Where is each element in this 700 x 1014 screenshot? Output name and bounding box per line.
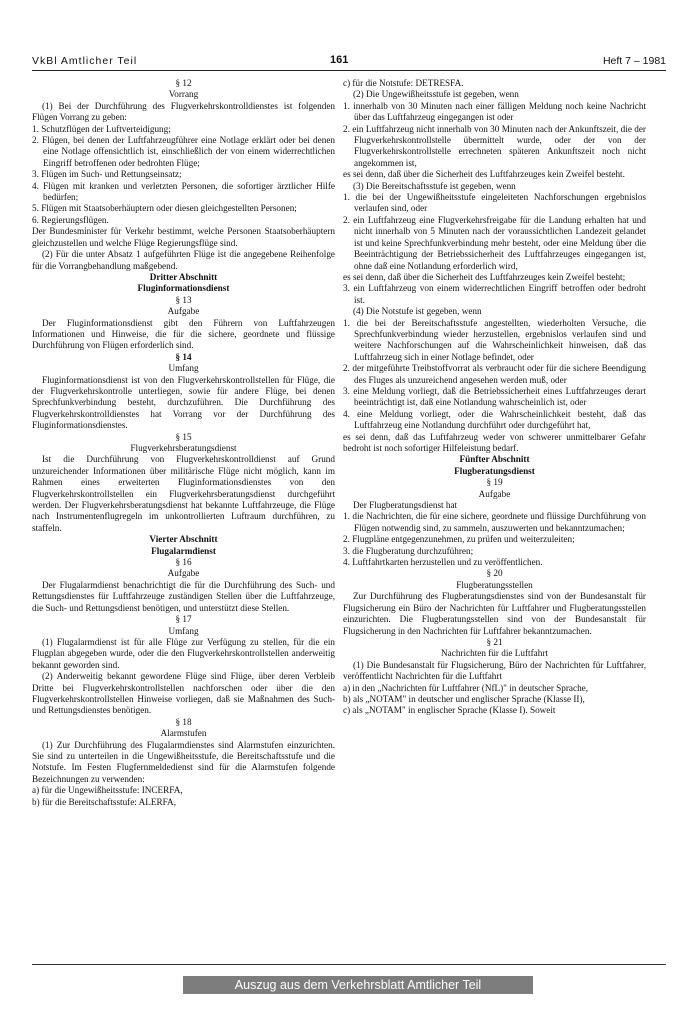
paragraph: (4) Die Notstufe ist gegeben, wenn bbox=[353, 306, 482, 317]
section-heading: Flugalarmdienst bbox=[151, 545, 216, 556]
paragraph: Der Bundesminister für Verkehr bestimmt, welche Personen Staatsoberhäuptern gleichzustellen und welche Flüge Regierungsflüge sind. bbox=[32, 226, 335, 248]
paragraph: 1. innerhalb von 30 Minuten nach einer fälligen Meldung noch keine Nachricht über das Luftfahrzeug eingegangen ist oder bbox=[343, 100, 646, 123]
paragraph: Der Fluginformationsdienst gibt den Führern von Luftfahrzeugen Informationen und Hinweise, die für die sichere, geordnete und flüssige Durchführung von Flügen erforderlich sind. bbox=[32, 317, 335, 351]
journal-title: VkBl Amtlicher Teil bbox=[32, 55, 138, 67]
footer-rule bbox=[32, 964, 666, 965]
paragraph: 2. Flugpläne entgegenzunehmen, zu prüfen und weiterzuleiten; bbox=[343, 534, 575, 545]
paragraph: 1. die bei der Ungewißheitsstufe eingeleiteten Nachforschungen ergebnislos verlaufen sind, oder bbox=[343, 192, 646, 214]
paragraph: 1. Schutzflügen der Luftverteidigung; bbox=[32, 123, 171, 134]
paragraph: 6. Regierungsflügen. bbox=[32, 214, 109, 225]
section-heading: Vorrang bbox=[168, 89, 199, 100]
section-heading: § 15 bbox=[175, 431, 192, 442]
paragraph: 3. ein Luftfahrzeug von einem widerrechtlichen Eingriff betroffen oder bedroht ist. bbox=[343, 283, 646, 305]
page-header bbox=[32, 51, 666, 71]
paragraph: 4. eine Meldung vorliegt, oder die Wahrscheinlichkeit besteht, daß das Luftfahrzeug eine Notlandung durchführt oder durchgeführt hat, bbox=[343, 408, 646, 431]
paragraph: 4. Luftfahrtkarten herzustellen und zu veröffentlichen. bbox=[343, 557, 543, 568]
header-rule bbox=[32, 70, 666, 71]
section-heading: Flugberatungsdienst bbox=[454, 465, 535, 476]
section-heading: § 13 bbox=[175, 294, 192, 305]
paragraph: (2) Anderweitig bekannt gewordene Flüge sind Flüge, über deren Verbleib Dritte bei Flugverkehrskontrollstellen nachforschen oder über die den Flugverkehrskontrollstellen Hinweise vorliegen, daß sie Maßnahmen des Such- und Rettungsdienstes benötigen. bbox=[32, 671, 335, 716]
paragraph: Zur Durchführung des Flugberatungsdienstes sind von der Bundesanstalt für Flugsicherung ein Büro der Nachrichten für Luftfahrer und Flugberatungsstellen einzurichten. Die Flugberatungsstellen sind von der Bundesanstalt für Flugsicherung in den Nachrichten für Luftfahrer bekanntzumachen. bbox=[343, 591, 646, 636]
issue-label: Heft 7 – 1981 bbox=[602, 55, 666, 67]
paragraph: (2) Für die unter Absatz 1 aufgeführten Flüge ist die angegebene Reihenfolge für die Vorrangbehandlung maßgebend. bbox=[32, 249, 335, 271]
paragraph: 1. die bei der Bereitschaftsstufe angestellten, wiederholten Versuche, die Sprechfunkverbindung wieder herzustellen, ergebnislos verlaufen sind und weitere Nachforschungen auf die Wahrscheinlichkeit hinweisen, daß das Luftfahrzeug sich in einer Notlage befindet, oder bbox=[343, 317, 646, 362]
section-heading: Umfang bbox=[168, 363, 199, 374]
paragraph: 1. die Nachrichten, die für eine sichere, geordnete und flüssige Durchführung von Flügen notwendig sind, zu sammeln, auszuwerten und bekanntzumachen; bbox=[343, 511, 646, 533]
section-heading: § 17 bbox=[175, 614, 192, 625]
paragraph: c) als „NOTAM" in englischer Sprache (Klasse I). Soweit bbox=[343, 705, 556, 716]
paragraph: 5. Flügen mit Staatsoberhäuptern oder diesen gleichgestellten Personen; bbox=[32, 203, 297, 214]
paragraph: 3. eine Meldung vorliegt, daß die Betriebssicherheit eines Luftfahrzeuges derart beeinträchtigt ist, daß eine Notlandung wahrscheinlich ist, oder bbox=[343, 385, 646, 408]
paragraph: 3. Flügen im Such- und Rettungseinsatz; bbox=[32, 169, 182, 180]
page-number: 161 bbox=[330, 54, 349, 66]
footer-banner: Auszug aus dem Verkehrsblatt Amtlicher Teil bbox=[183, 976, 533, 994]
paragraph: b) für die Bereitschaftsstufe: ALERFA, bbox=[32, 796, 176, 807]
section-heading: Aufgabe bbox=[167, 306, 200, 317]
paragraph: 2. ein Luftfahrzeug nicht innerhalb von 30 Minuten nach der Ankunftszeit, die der Flugverkehrskontrollstelle übermittelt wurde, oder der von der Flugverkehrskontrollstelle errechneten späteren Ankunftszeit noch nicht angekommen ist, bbox=[343, 123, 646, 168]
paragraph: Fluginformationsdienst ist von den Flugverkehrskontrollstellen für Flüge, die der Flugverkehrskontrolle unterliegen, sowie für andere Flüge, bei denen Sprechfunkverbindung besteht, durchzuführen. Die Durchführung des Flugverkehrskontrolldienstes hat Vorrang vor der Durchführung des Fluginformationsdienstes. bbox=[32, 374, 335, 431]
paragraph: (1) Bei der Durchführung des Flugverkehrskontrolldienstes ist folgenden Flügen Vorrang zu geben: bbox=[32, 100, 335, 123]
right-column bbox=[343, 78, 646, 717]
section-heading: Dritter Abschnitt bbox=[149, 271, 218, 282]
section-heading: Fluginformationsdienst bbox=[137, 283, 230, 294]
paragraph: c) für die Notstufe: DETRESFA. bbox=[343, 78, 464, 88]
paragraph: a) für die Ungewißheitsstufe: INCERFA, bbox=[32, 785, 183, 796]
paragraph: (2) Die Ungewißheitsstufe ist gegeben, wenn bbox=[353, 89, 519, 100]
left-column bbox=[32, 78, 335, 808]
paragraph: (1) Zur Durchführung des Flugalarmdienstes sind Alarmstufen einzurichten. Sie sind zu unterteilen in die Ungewißheitsstufe, die Bereitschaftsstufe und die Notstufe. Im Festen Flugfernmeldedienst sind für die Alarmstufen folgende Bezeichnungen zu verwenden: bbox=[32, 739, 335, 784]
paragraph: a) in den „Nachrichten für Luftfahrer (NfL)" in deutscher Sprache, bbox=[343, 682, 589, 693]
section-heading: Umfang bbox=[168, 625, 199, 636]
paragraph: es sei denn, daß das Luftfahrzeug weder von schwerer unmittelbarer Gefahr bedroht ist noch sofortiger Hilfeleistung bedarf. bbox=[343, 431, 646, 453]
section-heading: Fünfter Abschnitt bbox=[459, 454, 530, 465]
paragraph: Der Flugalarmdienst benachrichtigt die für die Durchführung des Such- und Rettungsdienstes für Luftfahrzeuge zuständigen Stellen über die Luftfahrzeuge, die Such- und Rettungsdienst benötigen, und unterstützt diese Stellen. bbox=[32, 579, 335, 613]
section-heading: § 16 bbox=[175, 557, 192, 568]
paragraph: b) als „NOTAM" in deutscher und englischer Sprache (Klasse II), bbox=[343, 693, 585, 704]
section-heading: Flugberatungsstellen bbox=[456, 579, 533, 590]
section-heading: Alarmstufen bbox=[160, 728, 207, 739]
section-heading: § 19 bbox=[486, 477, 503, 488]
paragraph: 2. Flügen, bei denen der Luftfahrzeugführer eine Notlage erklärt oder bei denen eine Notlage offensichtlich ist, einschließlich der von einem widerrechtlichen Eingriff betroffenen oder bedrohten Flüge; bbox=[32, 135, 335, 168]
section-heading: Aufgabe bbox=[167, 568, 200, 579]
section-heading: Vierter Abschnitt bbox=[149, 534, 218, 545]
paragraph: (1) Flugalarmdienst ist für alle Flüge zur Verfügung zu stellen, für die ein Flugplan abgegeben wurde, oder die den Flugverkehrskontrollstellen anderweitig bekannt geworden sind. bbox=[32, 636, 335, 670]
paragraph: (3) Die Bereitschaftsstufe ist gegeben, wenn bbox=[353, 180, 516, 191]
paragraph: es sei denn, daß über die Sicherheit des Luftfahrzeuges kein Zweifel besteht. bbox=[343, 169, 625, 180]
paragraph: 4. Flügen mit kranken und verletzten Personen, die sofortiger ärztlicher Hilfe bedürfen; bbox=[32, 180, 335, 203]
paragraph: es sei denn, daß über die Sicherheit des Luftfahrzeuges kein Zweifel besteht; bbox=[343, 271, 626, 282]
paragraph: 3. die Flugberatung durchzuführen; bbox=[343, 545, 474, 556]
section-heading: Aufgabe bbox=[478, 488, 511, 499]
paragraph: (1) Die Bundesanstalt für Flugsicherung, Büro der Nachrichten für Luftfahrer, veröffentlicht Nachrichten für die Luftfahrt bbox=[343, 659, 646, 682]
paragraph: 2. ein Luftfahrzeug eine Flugverkehrsfreigabe für die Landung erhalten hat und nicht innerhalb von 5 Minuten nach der voraussichtlichen Landezeit gelandet ist und keine Sprechfunkverbindung mehr besteht, oder eine Meldung über die Beeinträchtigung der Betriebssicherheit des Luftfahrzeuges eingegangen ist, ohne daß eine Notlandung erforderlich wird, bbox=[343, 214, 646, 271]
paragraph: Ist die Durchführung von Flugverkehrskontrolldienst auf Grund unzureichender Informationen über militärische Flüge nicht möglich, kann im Rahmen eines erweiterten Fluginformationsdienstes von den Flugverkehrskontrollstellen ein Flugverkehrsberatungsdienst durchgeführt werden. Der Flugverkehrsberatungsdienst hat bekannte Luftfahrzeuge, die Flüge nach Instrumentenflugregeln im unkontrollierten Luftraum durchführen, zu staffeln. bbox=[32, 454, 335, 533]
section-heading: § 14 bbox=[175, 351, 192, 362]
section-heading: § 12 bbox=[175, 78, 192, 88]
section-heading: Nachrichten für die Luftfahrt bbox=[441, 648, 548, 659]
section-heading: § 20 bbox=[486, 568, 503, 579]
section-heading: Flugverkehrsberatungsdienst bbox=[130, 443, 237, 453]
paragraph: Der Flugberatungsdienst hat bbox=[353, 500, 458, 511]
paragraph: 2. der mitgeführte Treibstoffvorrat als verbraucht oder für die sichere Beendigung des Fluges als unzureichend angesehen werden muß, oder bbox=[343, 363, 646, 385]
section-heading: § 21 bbox=[486, 636, 503, 647]
section-heading: § 18 bbox=[175, 716, 192, 727]
